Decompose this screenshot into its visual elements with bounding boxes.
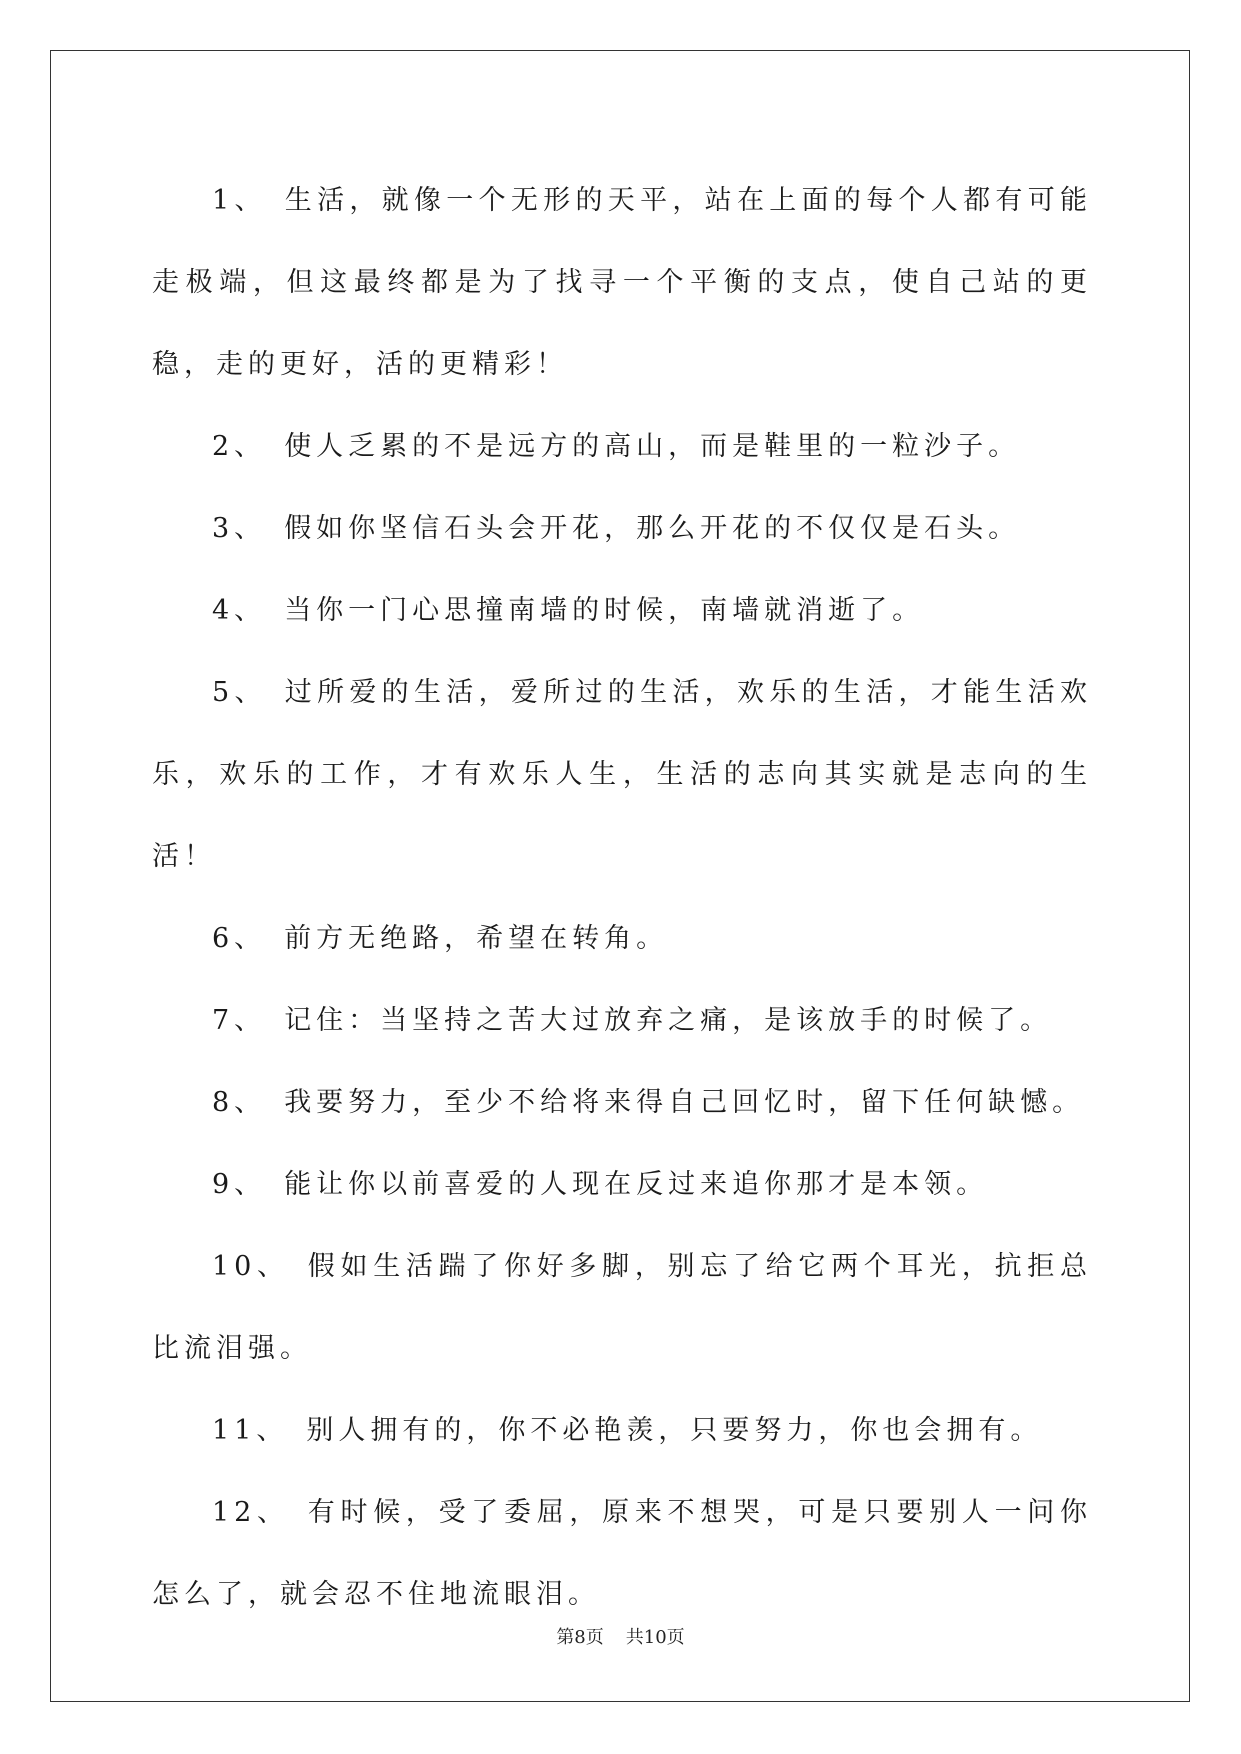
item-text: 使人乏累的不是远方的高山，而是鞋里的一粒沙子。: [284, 431, 1021, 462]
list-item: [152, 898, 1092, 980]
item-text: 过所爱的生活，爱所过的生活，欢乐的生活，才能生活欢乐，欢乐的工作，才有欢乐人生，生活的志向其实就是志向的生活！: [152, 677, 1092, 872]
list-item: [152, 652, 1092, 898]
page-total: 共10页: [625, 1627, 685, 1648]
item-number: 9、: [212, 1169, 267, 1200]
item-number: 12、: [212, 1497, 290, 1528]
item-text: 前方无绝路，希望在转角。: [284, 923, 669, 954]
item-number: 2、: [212, 431, 267, 462]
list-item: [152, 980, 1092, 1062]
item-number: 1、: [212, 185, 267, 216]
item-text: 我要努力，至少不给将来得自己回忆时，留下任何缺憾。: [284, 1087, 1085, 1118]
list-item: [152, 406, 1092, 488]
list-item: [152, 1226, 1092, 1390]
item-number: 8、: [212, 1087, 267, 1118]
item-number: 5、: [212, 677, 267, 708]
item-text: 别人拥有的，你不必艳羡，只要努力，你也会拥有。: [306, 1415, 1043, 1446]
item-text: 生活，就像一个无形的天平，站在上面的每个人都有可能走极端，但这最终都是为了找寻一个平衡的支点，使自己站的更稳，走的更好，活的更精彩！: [152, 185, 1092, 380]
item-text: 假如你坚信石头会开花，那么开花的不仅仅是石头。: [284, 513, 1021, 544]
item-number: 11、: [212, 1415, 289, 1446]
page-number: 第8页: [556, 1627, 604, 1648]
document-body: [152, 160, 1092, 1636]
item-text: 能让你以前喜爱的人现在反过来追你那才是本领。: [284, 1169, 989, 1200]
item-text: 假如生活踹了你好多脚，别忘了给它两个耳光，抗拒总比流泪强。: [152, 1251, 1093, 1364]
list-item: [152, 1062, 1092, 1144]
item-number: 6、: [212, 923, 267, 954]
item-number: 10、: [212, 1251, 290, 1282]
item-number: 4、: [212, 595, 267, 626]
item-number: 3、: [212, 513, 267, 544]
item-text: 记住：当坚持之苦大过放弃之痛，是该放手的时候了。: [284, 1005, 1053, 1036]
item-text: 有时候，受了委屈，原来不想哭，可是只要别人一问你怎么了，就会忍不住地流眼泪。: [152, 1497, 1093, 1610]
list-item: [152, 488, 1092, 570]
list-item: [152, 1144, 1092, 1226]
item-text: 当你一门心思撞南墙的时候，南墙就消逝了。: [284, 595, 925, 626]
list-item: [152, 160, 1092, 406]
list-item: [152, 570, 1092, 652]
item-number: 7、: [212, 1005, 267, 1036]
list-item: [152, 1472, 1092, 1636]
page-footer: [0, 1626, 1241, 1650]
list-item: [152, 1390, 1092, 1472]
